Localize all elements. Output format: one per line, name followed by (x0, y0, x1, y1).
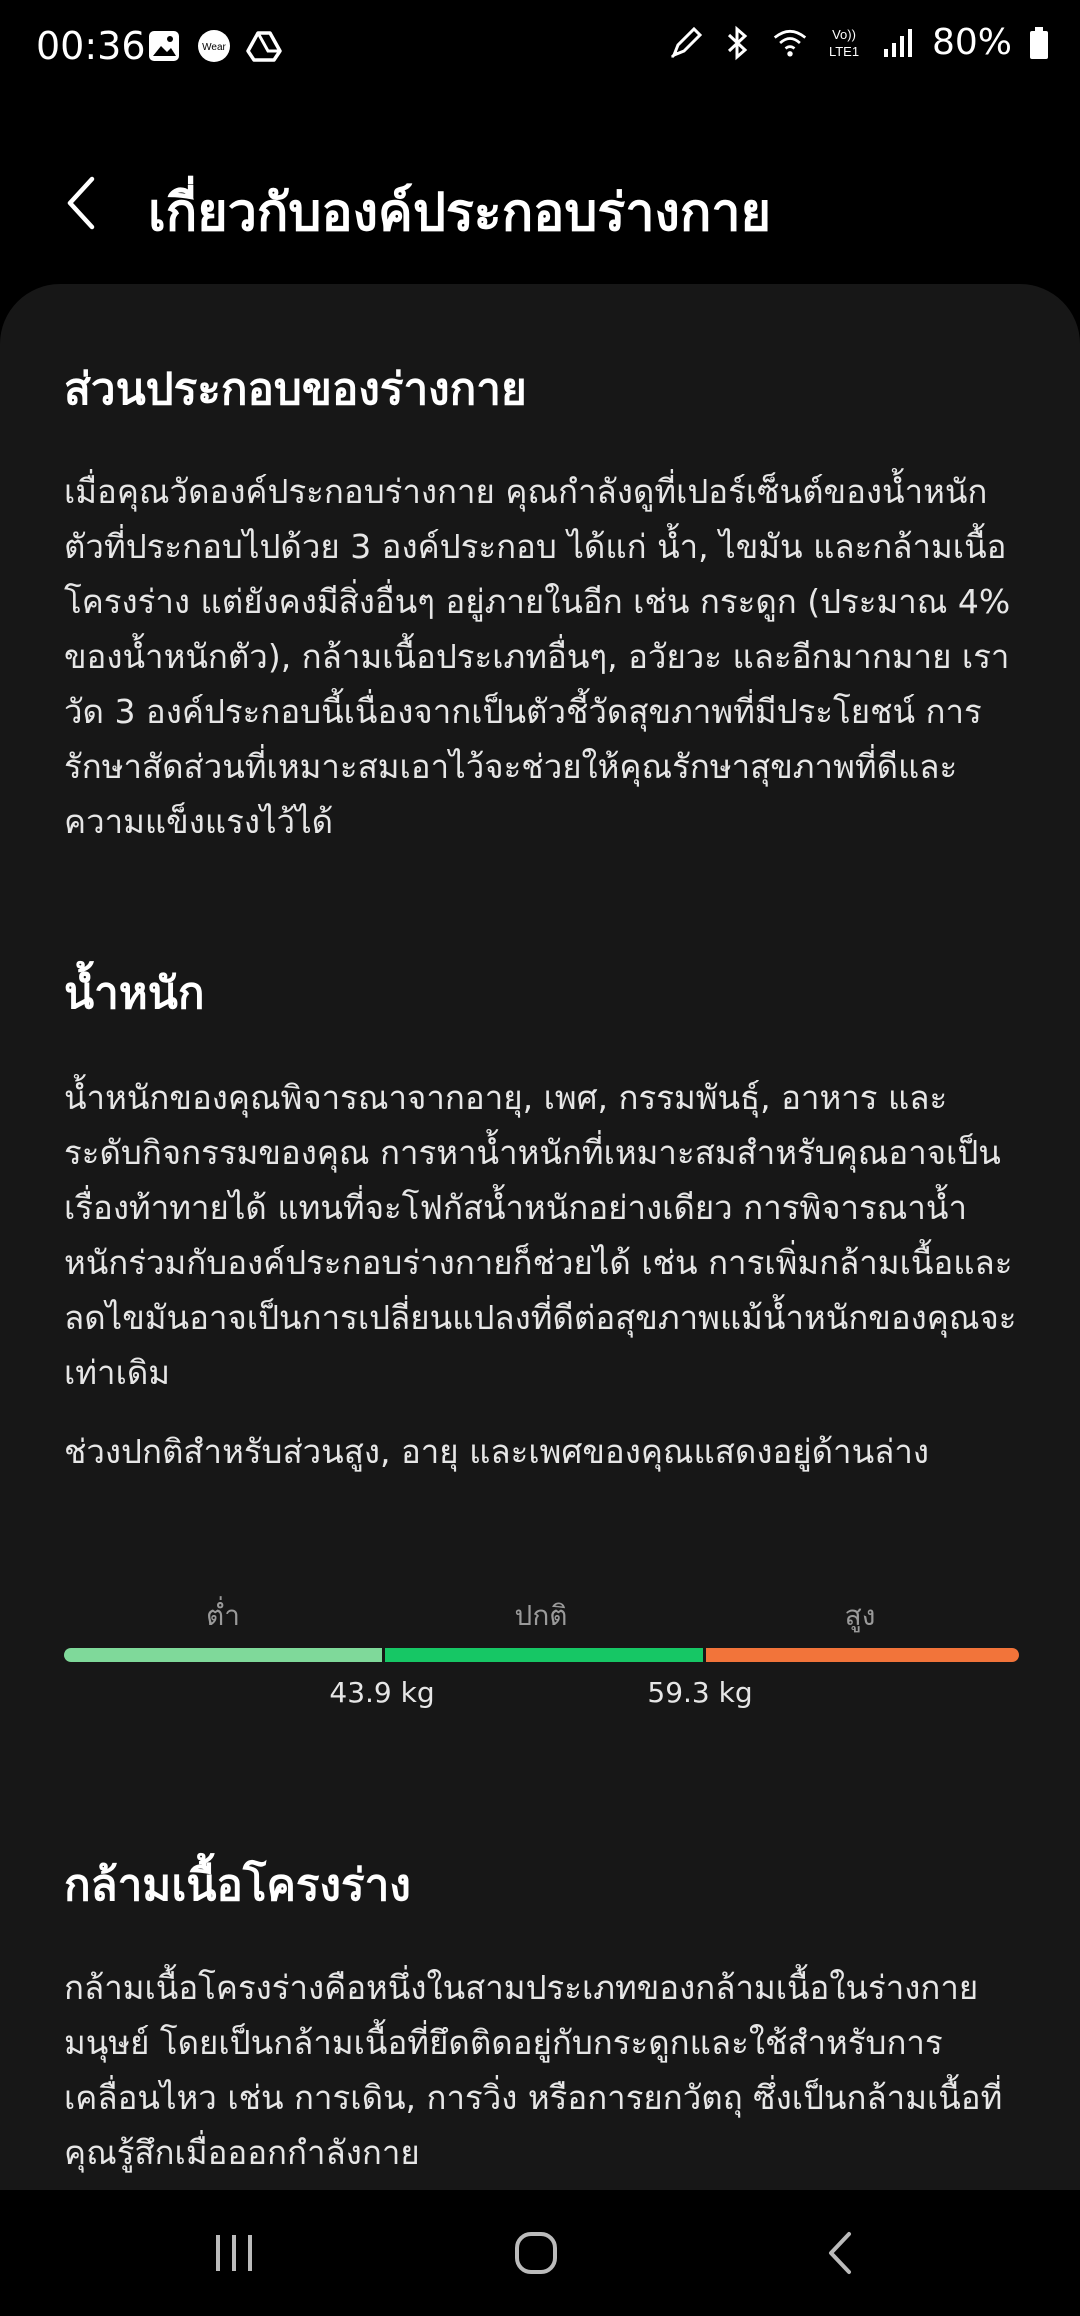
range-note: ช่วงปกติสำหรับส่วนสูง, อายุ และเพศของคุณแสดงอยู่ด้านล่าง (64, 1432, 930, 1471)
back-button[interactable] (52, 168, 112, 238)
navigation-bar (0, 2190, 1080, 2316)
recents-icon (212, 2233, 256, 2273)
app-header (0, 150, 1080, 260)
section-body-composition: เมื่อคุณวัดองค์ประกอบร่างกาย คุณกำลังดูที่เปอร์เซ็นต์ของน้ำหนักตัวที่ประกอบไปด้วย 3 องค์ประกอบ ได้แก่ น้ำ, ไขมัน และกล้ามเนื้อโครงร่าง แต่ยังคงมีสิ่งอื่นๆ อยู่ภายในอีก เช่น กระดูก (ประมาณ 4% ของน้ำหนักตัว), กล้ามเนื้อประเภทอื่นๆ, อวัยวะ และอีกมากมาย เราวัด 3 องค์ประกอบนี้เนื่องจากเป็นตัวชี้วัดสุขภาพที่มีประโยชน์ การรักษาสัดส่วนที่เหมาะสมเอาไว้จะช่วยให้คุณรักษาสุขภาพที่ดีและความแข็งแรงไว้ได้ (64, 472, 1011, 841)
section-body-weight: น้ำหนักของคุณพิจารณาจากอายุ, เพศ, กรรมพันธุ์, อาหาร และระดับกิจกรรมของคุณ การหาน้ำหนักที่เหมาะสมสำหรับคุณอาจเป็นเรื่องท้าทายได้ แทนที่จะโฟกัสน้ำหนักอย่างเดียว การพิจารณาน้ำหนักร่วมกับองค์ประกอบร่างกายก็ช่วยได้ เช่น การเพิ่มกล้ามเนื้อและลดไขมันอาจเป็นการเปลี่ยนแปลงที่ดีต่อสุขภาพแม้น้ำหนักของคุณจะเท่าเดิม (64, 1078, 1017, 1392)
section-title-composition: ส่วนประกอบของร่างกาย (64, 364, 527, 415)
section-title-skeletal-muscle: กล้ามเนื้อโครงร่าง (64, 1860, 411, 1911)
page-title: เกี่ยวกับองค์ประกอบร่างกาย (148, 183, 772, 243)
status-bar (0, 0, 1080, 100)
battery-icon (1028, 25, 1050, 61)
status-left-icons (146, 28, 282, 64)
range-label-low: ต่ำ (206, 1599, 240, 1632)
range-segment-high (706, 1648, 1019, 1662)
pen-icon (668, 25, 704, 61)
drive-icon (246, 28, 282, 64)
recents-button[interactable] (194, 2218, 274, 2288)
volte-icon (824, 25, 864, 61)
range-segment-low (64, 1648, 382, 1662)
bluetooth-icon (720, 25, 756, 61)
signal-icon (880, 25, 916, 61)
weight-range-bar (64, 1594, 1019, 1714)
range-segment-normal (385, 1648, 703, 1662)
wear-icon (196, 28, 232, 64)
home-icon (513, 2230, 559, 2276)
wifi-icon (772, 25, 808, 61)
range-bar-track (64, 1648, 1019, 1662)
content-card[interactable] (0, 284, 1080, 2190)
battery-percent: 80% (931, 22, 1012, 63)
range-label-high: สูง (844, 1599, 876, 1632)
svg-text:Vo)): Vo)) (832, 26, 856, 42)
section-body-skeletal-muscle: กล้ามเนื้อโครงร่างคือหนึ่งในสามประเภทของกล้ามเนื้อในร่างกายมนุษย์ โดยเป็นกล้ามเนื้อที่ยึดติดอยู่กับกระดูกและใช้สำหรับการเคลื่อนไหว เช่น การเดิน, การวิ่ง หรือการยกวัตถุ ซึ่งเป็นกล้ามเนื้อที่คุณรู้สึกเมื่อออกกำลังกาย (64, 1968, 1003, 2172)
nav-back-button[interactable] (800, 2218, 880, 2288)
range-label-normal: ปกติ (514, 1599, 568, 1632)
section-title-weight: น้ำหนัก (64, 968, 205, 1019)
status-right-icons (668, 22, 1050, 63)
range-upper-bound: 59.3 kg (647, 1676, 753, 1709)
back-icon (825, 2230, 855, 2276)
home-button[interactable] (496, 2218, 576, 2288)
svg-text:Wear: Wear (202, 42, 226, 53)
chevron-left-icon (62, 175, 102, 231)
range-lower-bound: 43.9 kg (329, 1676, 435, 1709)
gallery-icon (146, 28, 182, 64)
svg-text:LTE1: LTE1 (828, 43, 860, 59)
status-time: 00:36 (36, 24, 146, 68)
